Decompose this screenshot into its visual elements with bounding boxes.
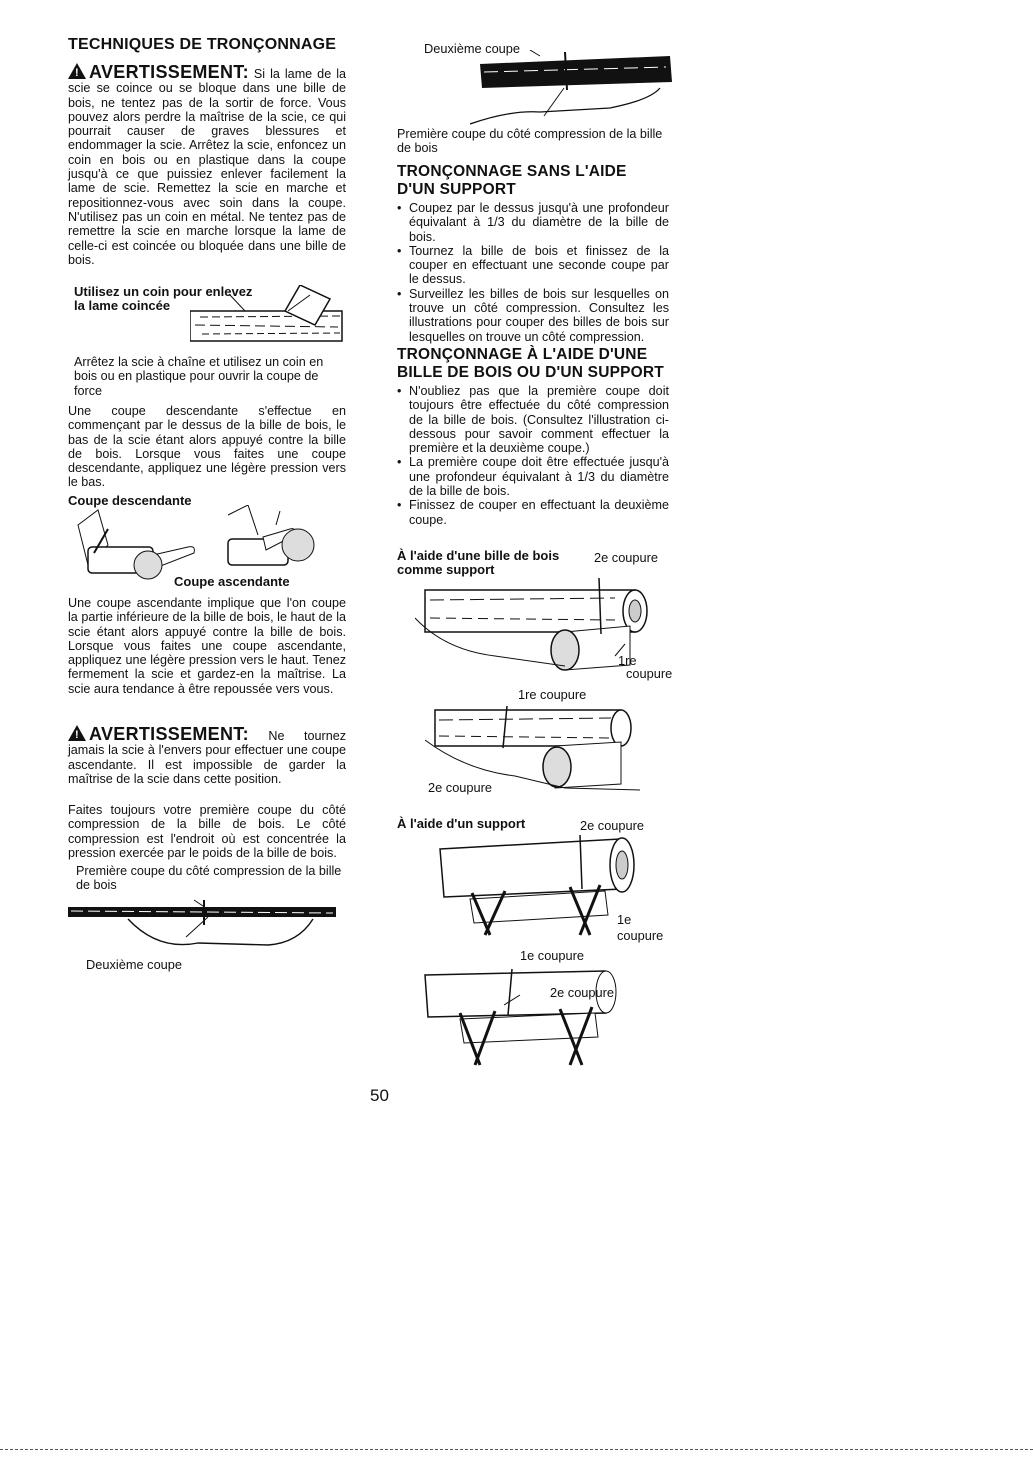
right-column xyxy=(397,163,669,527)
section-title: TECHNIQUES DE TRONÇONNAGE xyxy=(68,36,337,53)
label-2e-coupure-b: 2e coupure xyxy=(428,780,493,795)
wedge-label-1: Utilisez un coin pour enlevez xyxy=(74,284,253,299)
wedge-caption: Arrêtez la scie à chaîne et utilisez un coin en bois ou en plastique pour ouvrir la coupe de force xyxy=(74,355,324,398)
compression-text: Faites toujours votre première coupe du côté compression de la bille de bois. Le côté compression est l'endroit où est concentrée la pression exercée par le poids de la bille de bois. xyxy=(68,803,346,860)
list-item: • La première coupe doit être effectuée jusqu'à une profondeur équivalant à 1/3 du diamètre de la bille de bois. xyxy=(397,455,669,498)
log-on-log-illustration-1 xyxy=(415,570,660,690)
warning-1-word: AVERTISSEMENT: xyxy=(89,62,249,82)
list-item: • Tournez la bille de bois et finissez de la couper en effectuant une seconde coupe par le dessus. xyxy=(397,244,669,287)
bullets-no-support xyxy=(397,201,669,344)
left-column xyxy=(68,36,346,267)
list-item: • Surveillez les billes de bois sur lesquelles on trouve un côté compression. Consultez les illustrations pour couper des billes de bois sur lesquelles on trouve un côté compression. xyxy=(397,287,669,344)
warning-triangle-icon xyxy=(68,725,86,741)
wedge-label-2: la lame coincée xyxy=(74,298,171,313)
downcut-label: Coupe descendante xyxy=(68,493,192,508)
fig2-caption: Première coupe du côté compression de la bille de bois xyxy=(397,127,663,156)
warning-2-text: Ne tournez jamais la scie à l'envers pour effectuer une coupe ascendante. Il est impossible de garder la maîtrise de la scie dans cette position. xyxy=(68,729,346,786)
heading-no-support: TRONÇONNAGE SANS L'AIDE D'UN SUPPORT xyxy=(397,163,627,198)
log-support-label-1: À l'aide d'une bille de bois xyxy=(397,548,560,563)
compression-log-illustration xyxy=(68,895,343,957)
label-1e: 1e xyxy=(617,912,632,927)
warning-2 xyxy=(68,724,346,786)
heading-with-support: TRONÇONNAGE À L'AIDE D'UNE BILLE DE BOIS OU D'UN SUPPORT xyxy=(397,345,664,381)
page-bottom-edge xyxy=(0,1449,1033,1450)
fig2-top-caption: Deuxième coupe xyxy=(424,41,521,56)
wedge-illustration xyxy=(190,285,350,353)
label-1e-coupure: 1e coupure xyxy=(520,948,585,963)
compression-log-illustration-2 xyxy=(470,50,680,130)
bullets-with-support xyxy=(397,384,669,527)
downcut-text: Une coupe descendante s'effectue en commençant par le dessus de la bille de bois, le bas de la scie étant alors appuyé contre la bille de bois. Lorsque vous faites une coupe descendante, appliquez une légère pression vers le bas. xyxy=(68,404,346,490)
upcut-text: Une coupe ascendante implique que l'on coupe la partie inférieure de la bille de bois, le haut de la scie étant alors appuyé contre la bille de bois. Lorsque vous faites une coupe ascendante, appliquez une légère pression vers le haut. Tenez fermement la scie et gardez-en la maîtrise. La scie aura tendance à être repoussée vers vous. xyxy=(68,596,346,696)
warning-2-word: AVERTISSEMENT: xyxy=(89,724,249,744)
log-support-label-2: comme support xyxy=(397,562,495,577)
label-coupure-b: coupure xyxy=(617,928,664,943)
list-item: • Coupez par le dessus jusqu'à une profondeur équivalant à 1/3 du diamètre de la bille de bois. xyxy=(397,201,669,244)
log-on-stand-illustration-2 xyxy=(420,965,640,1075)
fig1-bottom-caption: Deuxième coupe xyxy=(86,957,183,972)
label-1re-coupure: 1re coupure xyxy=(518,687,587,702)
list-item: • N'oubliez pas que la première coupe doit toujours être effectuée du côté compression de la bille de bois. (Consultez l'illustration ci-dessous pour savoir comment effectuer la première et la deuxième coupe.) xyxy=(397,384,669,455)
downcut-upcut-illustration xyxy=(68,505,338,590)
list-item: • Finissez de couper en effectuant la deuxième coupe. xyxy=(397,498,669,527)
label-1re: 1re xyxy=(618,653,637,668)
page-number: 50 xyxy=(370,1086,389,1105)
warning-1 xyxy=(68,62,346,267)
label-2e-coupure: 2e coupure xyxy=(594,550,659,565)
label-2e-coupure-d: 2e coupure xyxy=(550,985,615,1000)
upcut-label: Coupe ascendante xyxy=(174,574,290,589)
label-coupure: coupure xyxy=(626,666,673,681)
label-2e-coupure-c: 2e coupure xyxy=(580,818,645,833)
stand-label: À l'aide d'un support xyxy=(397,816,526,831)
warning-triangle-icon xyxy=(68,63,86,79)
fig1-top-caption: Première coupe du côté compression de la bille de bois xyxy=(76,864,342,893)
warning-1-text: Si la lame de la scie se coince ou se bloque dans une bille de bois, ne tentez pas de la sortir de force. Vous pouvez alors perdre la maîtrise de la scie, ce qui pourrait causer de graves blessures et endommager la scie. Arrêtez la scie, enfoncez un coin en bois ou en plastique dans la coupe jusqu'à ce que puissiez enlever facilement la lame de scie. Remettez la scie en marche et repositionnez-vous avec soin dans la coupe. N'utilisez pas un coin en métal. Ne tentez pas de remettre la scie en marche lorsque la lame de celle-ci est coincée ou bloquée dans une bille de bois. xyxy=(68,67,346,267)
